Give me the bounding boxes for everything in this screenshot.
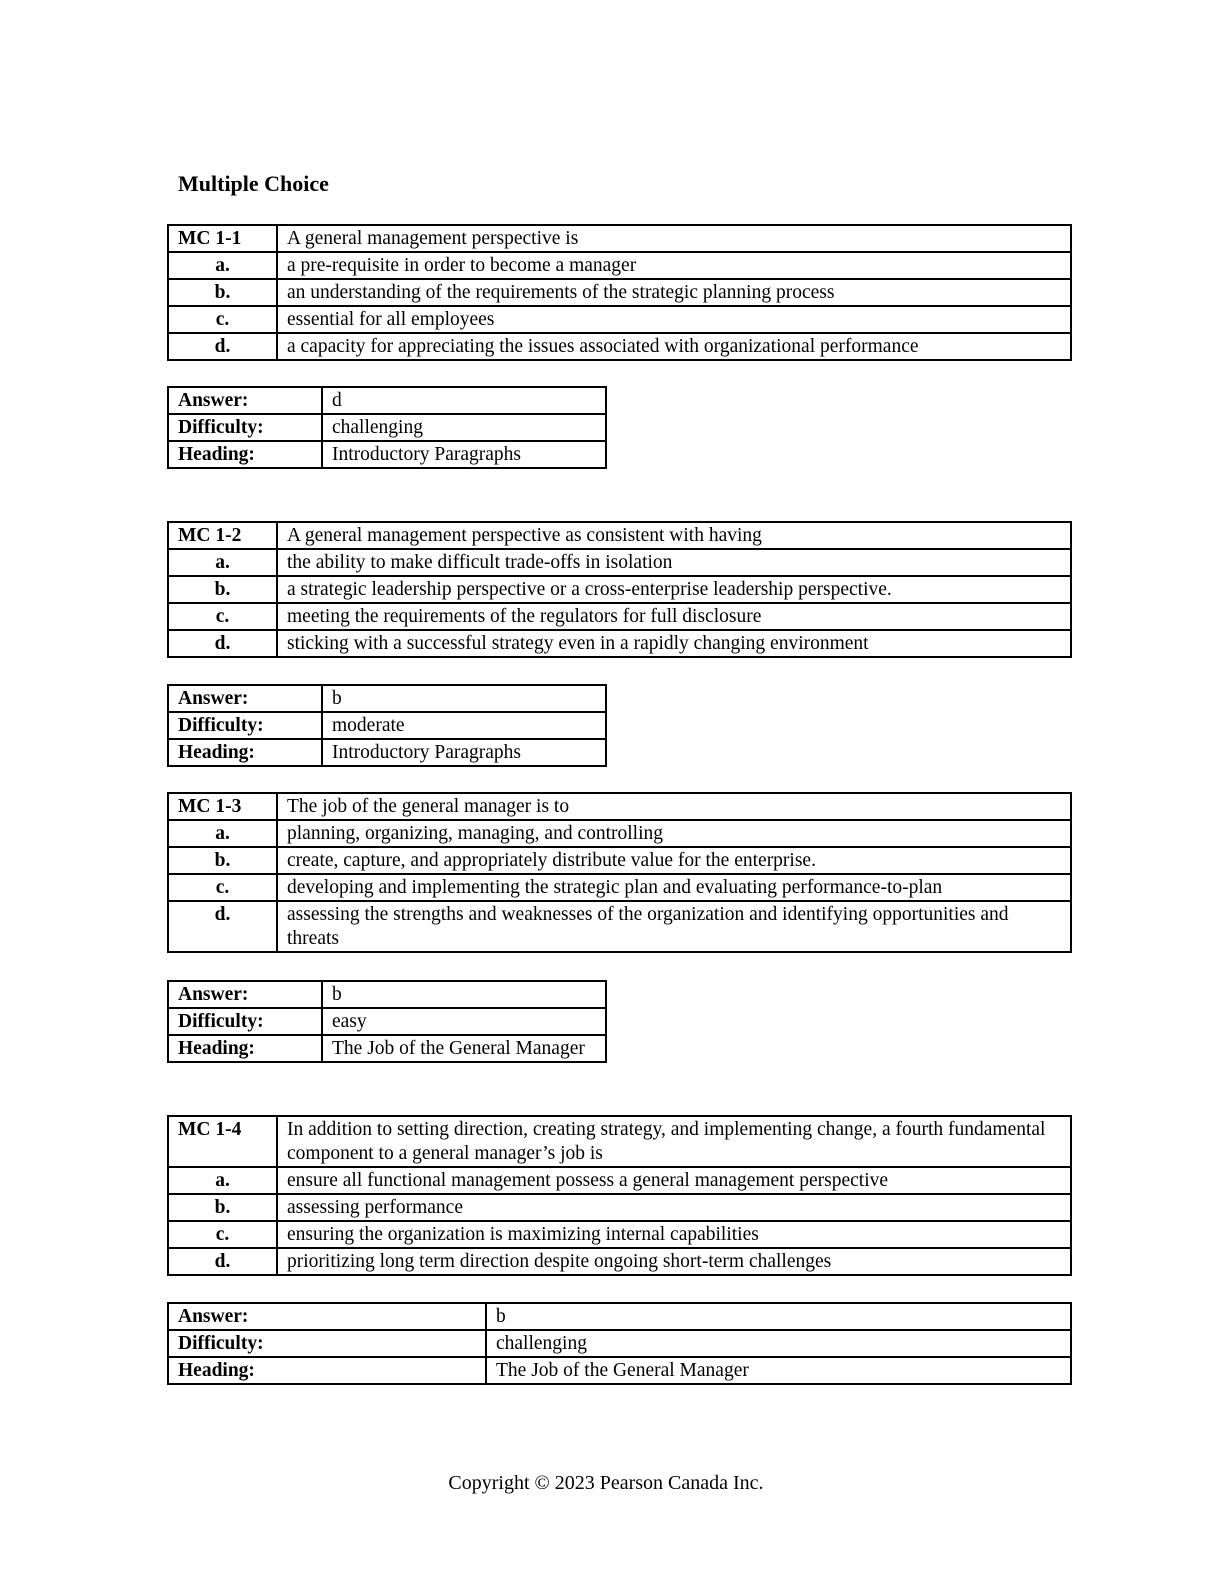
option-text: essential for all employees xyxy=(277,306,1071,333)
option-letter: c. xyxy=(168,306,277,333)
question-table xyxy=(167,521,1072,658)
option-row xyxy=(168,333,1071,360)
option-letter: d. xyxy=(168,901,277,952)
difficulty-label: Difficulty: xyxy=(168,414,322,441)
heading-label: Heading: xyxy=(168,1035,322,1062)
question-id: MC 1-4 xyxy=(168,1116,277,1167)
heading-label: Heading: xyxy=(168,1357,486,1384)
option-letter: a. xyxy=(168,549,277,576)
heading-value: Introductory Paragraphs xyxy=(322,739,606,766)
copyright-footer: Copyright © 2023 Pearson Canada Inc. xyxy=(448,1472,764,1494)
answer-row xyxy=(168,981,606,1008)
answer-label: Answer: xyxy=(168,685,322,712)
answer-table xyxy=(167,1302,1072,1385)
heading-row xyxy=(168,441,606,468)
heading-value: The Job of the General Manager xyxy=(486,1357,1071,1384)
option-row xyxy=(168,901,1071,952)
heading-label: Heading: xyxy=(168,441,322,468)
answer-row xyxy=(168,1303,1071,1330)
option-row xyxy=(168,847,1071,874)
section-title: Multiple Choice xyxy=(178,171,329,196)
option-letter: a. xyxy=(168,252,277,279)
answer-label: Answer: xyxy=(168,387,322,414)
heading-row xyxy=(168,739,606,766)
answer-value: d xyxy=(322,387,606,414)
option-text: sticking with a successful strategy even in a rapidly changing environment xyxy=(277,630,1071,657)
option-letter: b. xyxy=(168,1194,277,1221)
question-table xyxy=(167,224,1072,361)
difficulty-value: moderate xyxy=(322,712,606,739)
answer-value: b xyxy=(322,981,606,1008)
question-stem-row xyxy=(168,793,1071,820)
option-letter: a. xyxy=(168,1167,277,1194)
question-stem: The job of the general manager is to xyxy=(277,793,1071,820)
difficulty-row xyxy=(168,1008,606,1035)
question-id: MC 1-1 xyxy=(168,225,277,252)
question-table xyxy=(167,792,1072,953)
answer-table xyxy=(167,386,607,469)
difficulty-row xyxy=(168,712,606,739)
option-letter: d. xyxy=(168,333,277,360)
option-letter: c. xyxy=(168,603,277,630)
option-letter: c. xyxy=(168,1221,277,1248)
option-text: ensure all functional management possess a general management perspective xyxy=(277,1167,1071,1194)
heading-value: The Job of the General Manager xyxy=(322,1035,606,1062)
option-row xyxy=(168,549,1071,576)
difficulty-row xyxy=(168,414,606,441)
option-row xyxy=(168,1221,1071,1248)
option-text: planning, organizing, managing, and controlling xyxy=(277,820,1071,847)
option-text: an understanding of the requirements of the strategic planning process xyxy=(277,279,1071,306)
option-text: developing and implementing the strategic plan and evaluating performance-to-plan xyxy=(277,874,1071,901)
option-text: the ability to make difficult trade-offs in isolation xyxy=(277,549,1071,576)
answer-row xyxy=(168,387,606,414)
option-text: assessing the strengths and weaknesses of the organization and identifying opportunities and threats xyxy=(277,901,1071,952)
option-row xyxy=(168,1167,1071,1194)
option-letter: d. xyxy=(168,630,277,657)
heading-label: Heading: xyxy=(168,739,322,766)
question-table xyxy=(167,1115,1072,1276)
heading-row xyxy=(168,1035,606,1062)
answer-value: b xyxy=(322,685,606,712)
option-letter: b. xyxy=(168,576,277,603)
option-text: assessing performance xyxy=(277,1194,1071,1221)
option-text: a pre-requisite in order to become a manager xyxy=(277,252,1071,279)
option-text: create, capture, and appropriately distribute value for the enterprise. xyxy=(277,847,1071,874)
question-stem: In addition to setting direction, creating strategy, and implementing change, a fourth fundamental component to a general manager’s job is xyxy=(277,1116,1071,1167)
option-row xyxy=(168,820,1071,847)
difficulty-label: Difficulty: xyxy=(168,1008,322,1035)
difficulty-value: challenging xyxy=(486,1330,1071,1357)
question-stem: A general management perspective is xyxy=(277,225,1071,252)
option-letter: d. xyxy=(168,1248,277,1275)
option-row xyxy=(168,874,1071,901)
answer-value: b xyxy=(486,1303,1071,1330)
answer-label: Answer: xyxy=(168,981,322,1008)
question-stem-row xyxy=(168,225,1071,252)
difficulty-value: challenging xyxy=(322,414,606,441)
option-text: prioritizing long term direction despite ongoing short-term challenges xyxy=(277,1248,1071,1275)
option-text: a capacity for appreciating the issues associated with organizational performance xyxy=(277,333,1071,360)
difficulty-value: easy xyxy=(322,1008,606,1035)
option-row xyxy=(168,1248,1071,1275)
difficulty-label: Difficulty: xyxy=(168,712,322,739)
option-row xyxy=(168,576,1071,603)
option-row xyxy=(168,306,1071,333)
option-row xyxy=(168,252,1071,279)
option-row xyxy=(168,603,1071,630)
option-row xyxy=(168,1194,1071,1221)
option-letter: a. xyxy=(168,820,277,847)
option-text: a strategic leadership perspective or a cross-enterprise leadership perspective. xyxy=(277,576,1071,603)
heading-row xyxy=(168,1357,1071,1384)
answer-row xyxy=(168,685,606,712)
question-stem: A general management perspective as consistent with having xyxy=(277,522,1071,549)
question-stem-row xyxy=(168,522,1071,549)
answer-table xyxy=(167,684,607,767)
question-id: MC 1-2 xyxy=(168,522,277,549)
answer-label: Answer: xyxy=(168,1303,486,1330)
option-text: ensuring the organization is maximizing internal capabilities xyxy=(277,1221,1071,1248)
option-row xyxy=(168,630,1071,657)
question-id: MC 1-3 xyxy=(168,793,277,820)
heading-value: Introductory Paragraphs xyxy=(322,441,606,468)
option-letter: b. xyxy=(168,847,277,874)
option-row xyxy=(168,279,1071,306)
option-text: meeting the requirements of the regulators for full disclosure xyxy=(277,603,1071,630)
difficulty-label: Difficulty: xyxy=(168,1330,486,1357)
answer-table xyxy=(167,980,607,1063)
option-letter: c. xyxy=(168,874,277,901)
option-letter: b. xyxy=(168,279,277,306)
difficulty-row xyxy=(168,1330,1071,1357)
question-stem-row xyxy=(168,1116,1071,1167)
